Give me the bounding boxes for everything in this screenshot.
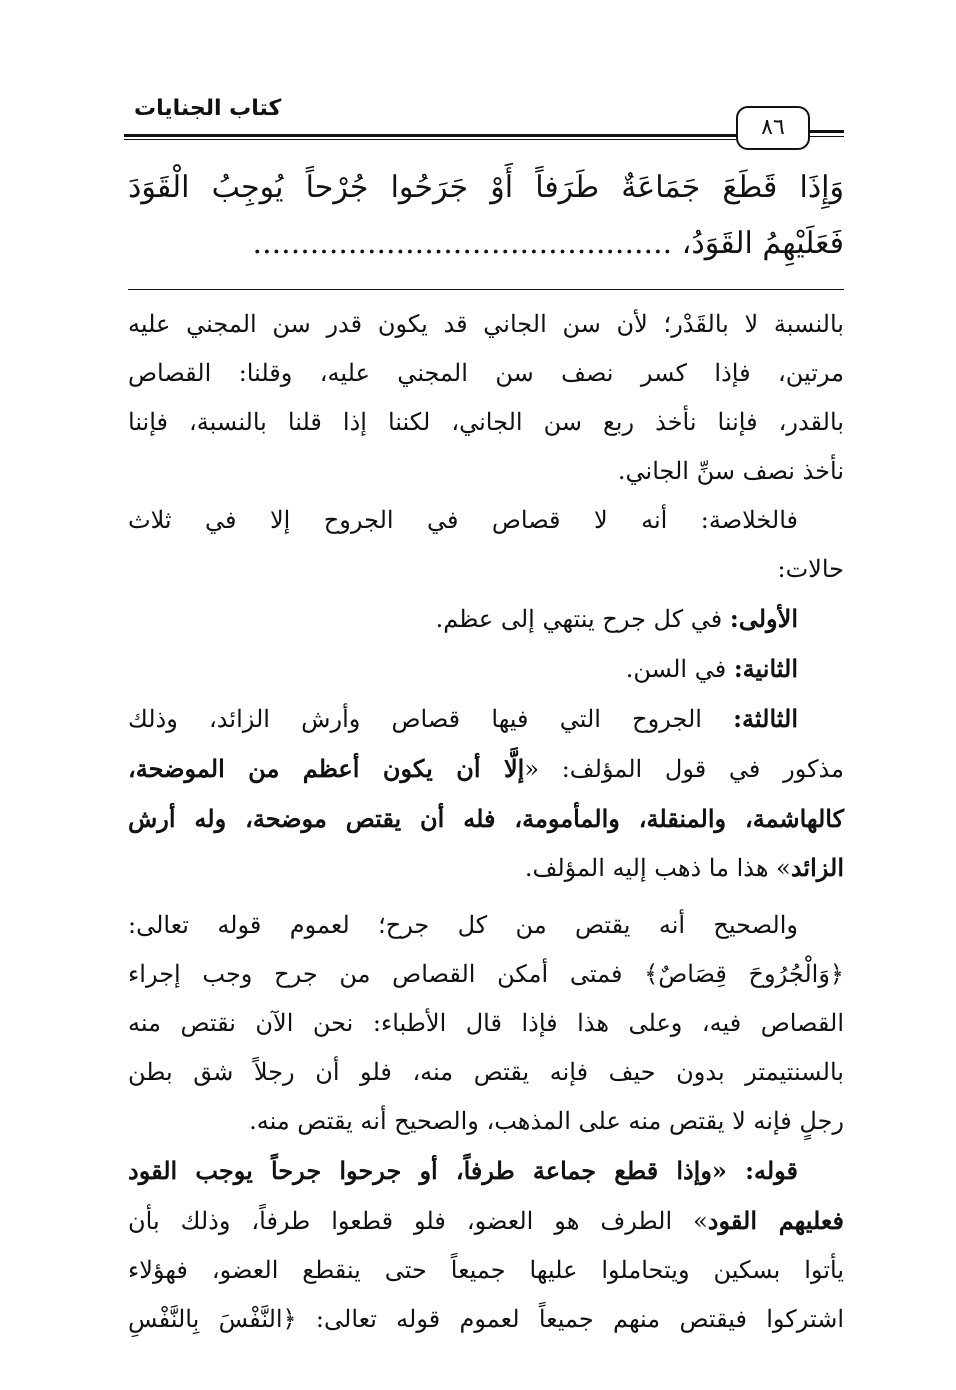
text-line: يأتوا بسكين ويتحاملوا عليها جميعاً حتى ينقطع العضو، فهؤلاء xyxy=(128,1256,844,1284)
header-rule-thin xyxy=(124,139,736,140)
running-title: كتاب الجنايات xyxy=(134,96,282,121)
list-text: في السن. xyxy=(625,655,734,683)
text-line: رجلٍ فإنه لا يقتص منه على المذهب، والصحيح أنه يقتص منه. xyxy=(249,1107,844,1135)
text-line: بالقدر، فإننا نأخذ ربع سن الجاني، لكننا إذا قلنا بالنسبة، فإننا xyxy=(128,408,844,436)
text-line: فالخلاصة: أنه لا قصاص في الجروح إلا في ثلاث xyxy=(128,506,798,534)
text-span: » الطرف هو العضو، فلو قطعوا طرفاً، وذلك بأن xyxy=(128,1207,708,1235)
qawluhu-label: قوله: xyxy=(745,1156,799,1185)
text-line xyxy=(128,1196,844,1246)
text-line: نأخذ نصف سنِّ الجاني. xyxy=(617,457,844,485)
text-span: مذكور في قول المؤلف: « xyxy=(524,755,844,783)
list-item-first xyxy=(128,594,844,644)
list-text: الجروح التي فيها قصاص وأرش الزائد، وذلك xyxy=(128,705,734,733)
header-rule-right-thin xyxy=(808,136,844,137)
list-label: الأولى: xyxy=(729,604,798,633)
commentary-text xyxy=(128,300,844,1344)
matn-text xyxy=(128,160,844,272)
quote-bold: فعليهم القود xyxy=(707,1206,844,1235)
header-rule-right xyxy=(808,130,844,133)
list-item-second xyxy=(128,644,844,694)
quote-bold: إلَّا أن يكون أعظم من الموضحة، xyxy=(128,754,525,783)
matn-line: فَعَلَيْهِمُ القَوَدُ، ............................................ xyxy=(252,226,844,261)
list-label: الثانية: xyxy=(733,654,798,683)
text-line: بالسنتيمتر بدون حيف فإنه يقتص منه، فلو أن رجلاً شق بطن xyxy=(128,1058,844,1086)
matn-line: وَإِذَا قَطَعَ جَمَاعَةٌ طَرَفاً أَوْ جَرَحُوا جُرْحاً يُوجِبُ الْقَوَدَ xyxy=(128,170,844,205)
text-line: حالات: xyxy=(777,555,844,583)
text-line xyxy=(128,843,844,893)
text-line: القصاص فيه، وعلى هذا فإذا قال الأطباء: نحن الآن نقتص منه xyxy=(128,1009,844,1037)
page-number: ٨٦ xyxy=(736,106,810,150)
list-label: الثالثة: xyxy=(733,704,798,733)
text-line: اشتركوا فيقتص منهم جميعاً لعموم قوله تعالى: ﴿النَّفْسَ بِالنَّفْسِ xyxy=(128,1305,844,1333)
list-text: في كل جرح ينتهي إلى عظم. xyxy=(435,605,730,633)
text-span: » هذا ما ذهب إليه المؤلف. xyxy=(524,854,791,882)
list-item-third xyxy=(128,694,844,744)
text-line: بالنسبة لا بالقَدْر؛ لأن سن الجاني قد يكون قدر سن المجني عليه xyxy=(128,310,844,338)
text-line: ﴿وَالْجُرُوحَ قِصَاصٌ﴾ فمتى أمكن القصاص من جرح وجب إجراء xyxy=(128,960,844,988)
header-rule xyxy=(124,134,736,137)
text-line xyxy=(128,1146,844,1196)
matn-divider xyxy=(128,289,844,290)
quote-bold: «وإذا قطع جماعة طرفاً، أو جرحوا جرحاً يوجب القود xyxy=(128,1156,746,1185)
page-header xyxy=(124,92,844,152)
text-line: مرتين، فإذا كسر نصف سن المجني عليه، وقلنا: القصاص xyxy=(128,359,844,387)
text-line: والصحيح أنه يقتص من كل جرح؛ لعموم قوله تعالى: xyxy=(128,911,798,939)
text-line xyxy=(128,744,844,794)
quote-bold: الزائد xyxy=(790,853,844,882)
quote-bold-line: كالهاشمة، والمنقلة، والمأمومة، فله أن يقتص موضحة، وله أرش xyxy=(128,804,844,833)
